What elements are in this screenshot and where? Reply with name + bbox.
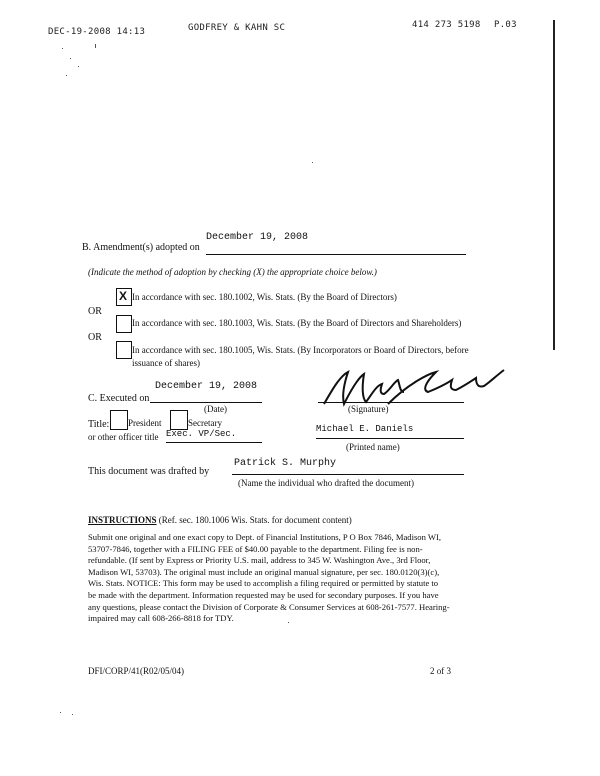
printed-name-caption: (Printed name) xyxy=(346,442,400,452)
scan-speck xyxy=(70,58,71,59)
title-label: Title: xyxy=(88,419,110,430)
scan-edge-line xyxy=(553,20,555,350)
other-officer-title-label: or other officer title xyxy=(88,432,159,442)
option-1003-checkbox[interactable] xyxy=(116,315,132,333)
fax-phone: 414 273 5198 xyxy=(412,20,481,30)
form-id: DFI/CORP/41(R02/05/04) xyxy=(88,666,185,676)
other-officer-title-value: Exec. VP/Sec. xyxy=(166,429,237,439)
scan-speck xyxy=(60,712,61,713)
option-1005-text-cont: issuance of shares) xyxy=(132,358,200,368)
printed-name-line xyxy=(316,438,464,439)
scan-speck xyxy=(78,66,79,67)
amendment-date-value: December 19, 2008 xyxy=(206,232,309,243)
instructions-line: Wis. Stats. NOTICE: This form may be used to accomplish a filing required or permitted by statute to xyxy=(88,578,439,589)
fax-sender: GODFREY & KAHN SC xyxy=(188,23,286,33)
executed-label: C. Executed on xyxy=(88,393,150,404)
adoption-instruction: (Indicate the method of adoption by checking (X) the appropriate choice below.) xyxy=(88,267,377,277)
fax-page: P.03 xyxy=(494,20,517,30)
option-1005-checkbox[interactable] xyxy=(116,341,132,359)
instructions-line: any questions, please contact the Division of Corporate & Consumer Services at 608-261-7577. Hearing- xyxy=(88,601,450,612)
scan-speck xyxy=(66,75,67,76)
executed-date-line xyxy=(150,402,262,403)
or-separator-1: OR xyxy=(88,306,102,317)
handwritten-signature xyxy=(318,364,508,410)
scan-speck xyxy=(72,714,73,715)
instructions-body xyxy=(88,532,450,625)
option-1002-checkbox[interactable] xyxy=(116,288,132,306)
printed-name-value: Michael E. Daniels xyxy=(316,424,414,434)
executed-date-value: December 19, 2008 xyxy=(155,381,258,392)
instructions-line: 53707-7846, together with a FILING FEE of $40.00 payable to the department. Filing fee is non- xyxy=(88,543,423,554)
signature-caption: (Signature) xyxy=(348,404,389,414)
president-label: President xyxy=(128,418,162,428)
option-1002-text: In accordance with sec. 180.1002, Wis. Stats. (By the Board of Directors) xyxy=(132,292,397,302)
fax-date-time: DEC-19-2008 14:13 xyxy=(48,27,146,37)
drafter-name-value: Patrick S. Murphy xyxy=(234,458,337,469)
scan-speck xyxy=(62,48,63,49)
drafted-by-label: This document was drafted by xyxy=(88,466,210,477)
instructions-line: refundable. (If sent by Express or Priority U.S. mail, address to 345 W. Washington Ave., 3rd Floor, xyxy=(88,555,431,566)
instructions-heading: INSTRUCTIONS xyxy=(88,515,157,525)
option-1005-text: In accordance with sec. 180.1005, Wis. Stats. (By Incorporators or Board of Directors, before xyxy=(132,345,469,355)
drafter-line xyxy=(232,474,464,475)
president-checkbox[interactable] xyxy=(110,410,128,430)
date-caption: (Date) xyxy=(204,404,227,414)
or-separator-2: OR xyxy=(88,332,102,343)
instructions-reference: (Ref. sec. 180.1006 Wis. Stats. for document content) xyxy=(158,515,352,525)
scan-speck xyxy=(95,44,96,48)
instructions-line: impaired may call 608-266-8818 for TDY. xyxy=(88,613,234,624)
drafter-caption: (Name the individual who drafted the document) xyxy=(238,478,414,488)
option-1003-text: In accordance with sec. 180.1003, Wis. Stats. (By the Board of Directors and Shareholders) xyxy=(132,318,462,328)
signature-line xyxy=(318,402,464,403)
instructions-line: Madison WI, 53703). The original must include an original manual signature, per sec. 180.0120(3)(c), xyxy=(88,566,440,577)
instructions-line: be made with the department. Information requested may be used for secondary purposes. If you have xyxy=(88,589,439,600)
instructions-line: Submit one original and one exact copy to Dept. of Financial Institutions, P O Box 7846, Madison WI, xyxy=(88,532,442,542)
other-title-line xyxy=(166,442,262,443)
page-number: 2 of 3 xyxy=(430,666,451,676)
instructions-heading-row xyxy=(88,515,352,525)
scan-speck xyxy=(312,162,313,163)
checkbox-x-mark: X xyxy=(119,289,128,303)
secretary-label: Secretary xyxy=(188,418,222,428)
amendment-date-line xyxy=(206,254,466,255)
amendment-label: B. Amendment(s) adopted on xyxy=(82,242,200,253)
secretary-checkbox[interactable] xyxy=(170,410,188,430)
